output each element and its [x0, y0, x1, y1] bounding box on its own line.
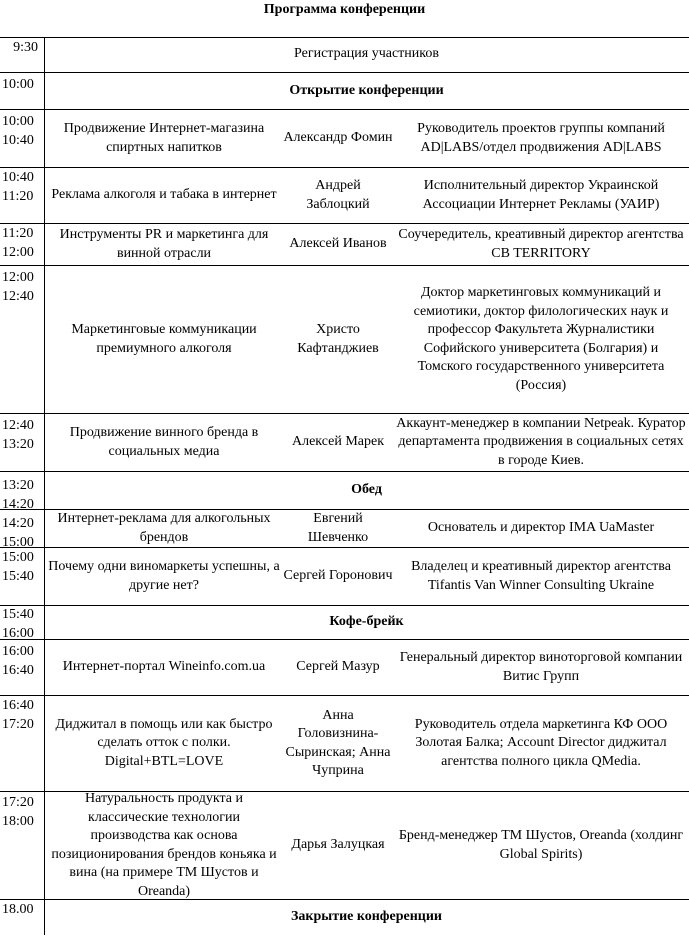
time-value: 11:20	[2, 226, 34, 241]
program-row	[0, 110, 689, 168]
time-value: 12:40	[2, 418, 34, 433]
time-cell	[2, 606, 42, 643]
speaker-position-cell	[396, 510, 686, 547]
speaker-name: Алексей Марек	[291, 434, 385, 450]
program-row	[0, 414, 689, 472]
time-value: 16:40	[2, 662, 34, 678]
speaker-name: Христо Кафтанджиев	[297, 322, 379, 356]
time-value: 11:20	[2, 188, 34, 204]
speaker-position-cell	[396, 414, 686, 471]
program-row	[0, 696, 689, 792]
speaker-name-cell	[282, 110, 394, 167]
speaker-position: Основатель и директор IMA UaMaster	[427, 520, 655, 536]
talk-topic: Маркетинговые коммуникации премиумного алкоголя	[71, 322, 257, 356]
speaker-position: Бренд-менеджер ТМ Шустов, Oreanda (холдинг Global Spirits)	[398, 828, 684, 862]
program-row	[0, 73, 689, 110]
talk-topic: Почему одни виномаркеты успешны, а другие нет?	[48, 559, 280, 593]
speaker-position: Владелец и креативный директор агентства Tifantis Van Winner Consulting Ukraine	[411, 559, 671, 593]
time-value: 17:20	[2, 795, 34, 810]
speaker-position-cell	[396, 168, 686, 223]
talk-topic: Продвижение Интернет-магазина спиртных напитков	[63, 121, 265, 155]
time-cell	[2, 901, 42, 920]
time-value: 13:20	[2, 478, 34, 493]
speaker-name: Дарья Залуцкая	[291, 837, 385, 853]
speaker-name: Алексей Иванов	[289, 236, 387, 252]
program-row	[0, 168, 689, 224]
talk-topic-cell	[48, 224, 280, 265]
speaker-name: Анна Головизнина-Сыринская; Анна Чуприна	[285, 707, 391, 778]
speaker-position-cell	[396, 110, 686, 167]
speaker-position-cell	[396, 792, 686, 899]
time-value: 12:40	[2, 288, 34, 304]
time-value: 18:00	[2, 813, 34, 829]
speaker-position: Соучередитель, креативный директор агентства CB TERRITORY	[398, 227, 684, 261]
speaker-name-cell	[282, 414, 394, 471]
speaker-position: Руководитель отдела маркетинга КФ ООО Золотая Балка; Account Director диджитал агентства полного цикла QMedia.	[414, 716, 668, 769]
item-text: Обед	[351, 482, 382, 498]
speaker-position: Доктор маркетинговых коммуникаций и семиотики, доктор филологических наук и профессор Факультета Журналистики Софийского университета (Болгария) и Томского государственного университета (Россия)	[413, 285, 669, 393]
speaker-name: Евгений Шевченко	[307, 511, 369, 545]
time-cell	[2, 169, 42, 206]
time-value: 16:00	[2, 644, 34, 659]
talk-topic-cell	[48, 792, 280, 899]
time-value: 14:20	[2, 496, 34, 512]
time-value: 13:20	[2, 436, 34, 452]
time-value: 14:20	[2, 516, 34, 531]
talk-topic: Натуральность продукта и классические технологии производства как основа позиционирования брендов коньяка и вина (на примере ТМ Шустов и Oreanda)	[51, 791, 277, 899]
time-value: 16:00	[2, 625, 34, 641]
speaker-name-cell	[282, 640, 394, 695]
talk-topic-cell	[48, 414, 280, 471]
time-cell	[2, 76, 42, 95]
speaker-position-cell	[396, 224, 686, 265]
talk-topic: Реклама алкоголя и табака в интернет	[51, 187, 277, 203]
section-heading	[46, 73, 687, 109]
speaker-name-cell	[282, 548, 394, 605]
time-value: 15:40	[2, 568, 34, 584]
talk-topic-cell	[48, 548, 280, 605]
talk-topic-cell	[48, 266, 280, 413]
time-value: 16:40	[2, 698, 34, 713]
speaker-name-cell	[282, 224, 394, 265]
speaker-position: Аккаунт-менеджер в компании Netpeak. Куратор департамента продвижения в социальных сетях в городе Киев.	[396, 415, 686, 468]
program-row	[0, 510, 689, 548]
time-value: 10:00	[2, 114, 34, 129]
item-text: Кофе-брейк	[329, 614, 404, 630]
talk-topic: Диджитал в помощь или как быстро сделать отток с полки. Digital+BTL=LOVE	[55, 716, 273, 769]
speaker-name-cell	[282, 792, 394, 899]
time-value: 17:20	[2, 716, 34, 732]
talk-topic: Интернет-портал Wineinfo.com.ua	[62, 659, 266, 675]
time-value: 10:00	[2, 77, 34, 92]
time-cell	[2, 549, 42, 586]
speaker-position-cell	[396, 640, 686, 695]
program-row	[0, 606, 689, 640]
time-cell	[2, 794, 42, 831]
program-row	[0, 266, 689, 414]
section-heading	[46, 472, 687, 509]
time-value: 10:40	[2, 132, 34, 148]
program-row	[0, 37, 689, 73]
section-heading	[46, 606, 687, 639]
speaker-position: Исполнительный директор Украинской Ассоциации Интернет Рекламы (УАИР)	[422, 178, 660, 212]
time-cell	[2, 269, 42, 306]
program-row	[0, 472, 689, 510]
talk-topic-cell	[48, 168, 280, 223]
speaker-position: Генеральный директор виноторговой компании Витис Групп	[399, 650, 683, 684]
speaker-position: Руководитель проектов группы компаний AD|LABS/отдел продвижения AD|LABS	[417, 121, 665, 155]
talk-topic: Инструменты PR и маркетинга для винной отрасли	[59, 227, 269, 261]
program-row	[0, 548, 689, 606]
time-cell	[2, 643, 42, 680]
speaker-name-cell	[282, 266, 394, 413]
time-value: 10:40	[2, 170, 34, 185]
speaker-name: Александр Фомин	[283, 130, 393, 146]
item-text: Регистрация участников	[294, 46, 439, 62]
talk-topic: Интернет-реклама для алкогольных брендов	[57, 511, 271, 545]
speaker-name-cell	[282, 510, 394, 547]
talk-topic-cell	[48, 640, 280, 695]
time-cell	[2, 113, 42, 150]
section-heading	[46, 900, 687, 935]
time-value: 15:40	[2, 607, 34, 622]
time-value: 15:00	[2, 534, 34, 550]
talk-topic-cell	[48, 110, 280, 167]
time-value: 9:30	[13, 40, 38, 55]
program-row	[0, 224, 689, 266]
speaker-position-cell	[396, 548, 686, 605]
program-item	[46, 37, 687, 72]
time-cell	[2, 225, 42, 262]
program-row	[0, 640, 689, 696]
program-row	[0, 900, 689, 935]
speaker-position-cell	[396, 696, 686, 791]
time-value: 15:00	[2, 550, 34, 565]
speaker-name: Сергей Горонович	[283, 568, 393, 584]
talk-topic: Продвижение винного бренда в социальных медиа	[69, 425, 259, 459]
speaker-name: Сергей Мазур	[296, 659, 380, 675]
time-cell	[2, 477, 42, 514]
time-cell	[2, 515, 42, 552]
talk-topic-cell	[48, 510, 280, 547]
time-cell	[0, 39, 38, 58]
time-value: 18.00	[2, 902, 34, 917]
speaker-name-cell	[282, 696, 394, 791]
item-text: Закрытие конференции	[291, 909, 442, 925]
time-value: 12:00	[2, 270, 34, 285]
page-title: Программа конференции	[263, 2, 426, 17]
speaker-name-cell	[282, 168, 394, 223]
item-text: Открытие конференции	[289, 82, 444, 98]
time-cell	[2, 697, 42, 734]
speaker-position-cell	[396, 266, 686, 413]
speaker-name: Андрей Заблоцкий	[306, 178, 370, 212]
time-value: 12:00	[2, 244, 34, 260]
program-row	[0, 792, 689, 900]
time-cell	[2, 417, 42, 454]
talk-topic-cell	[48, 696, 280, 791]
